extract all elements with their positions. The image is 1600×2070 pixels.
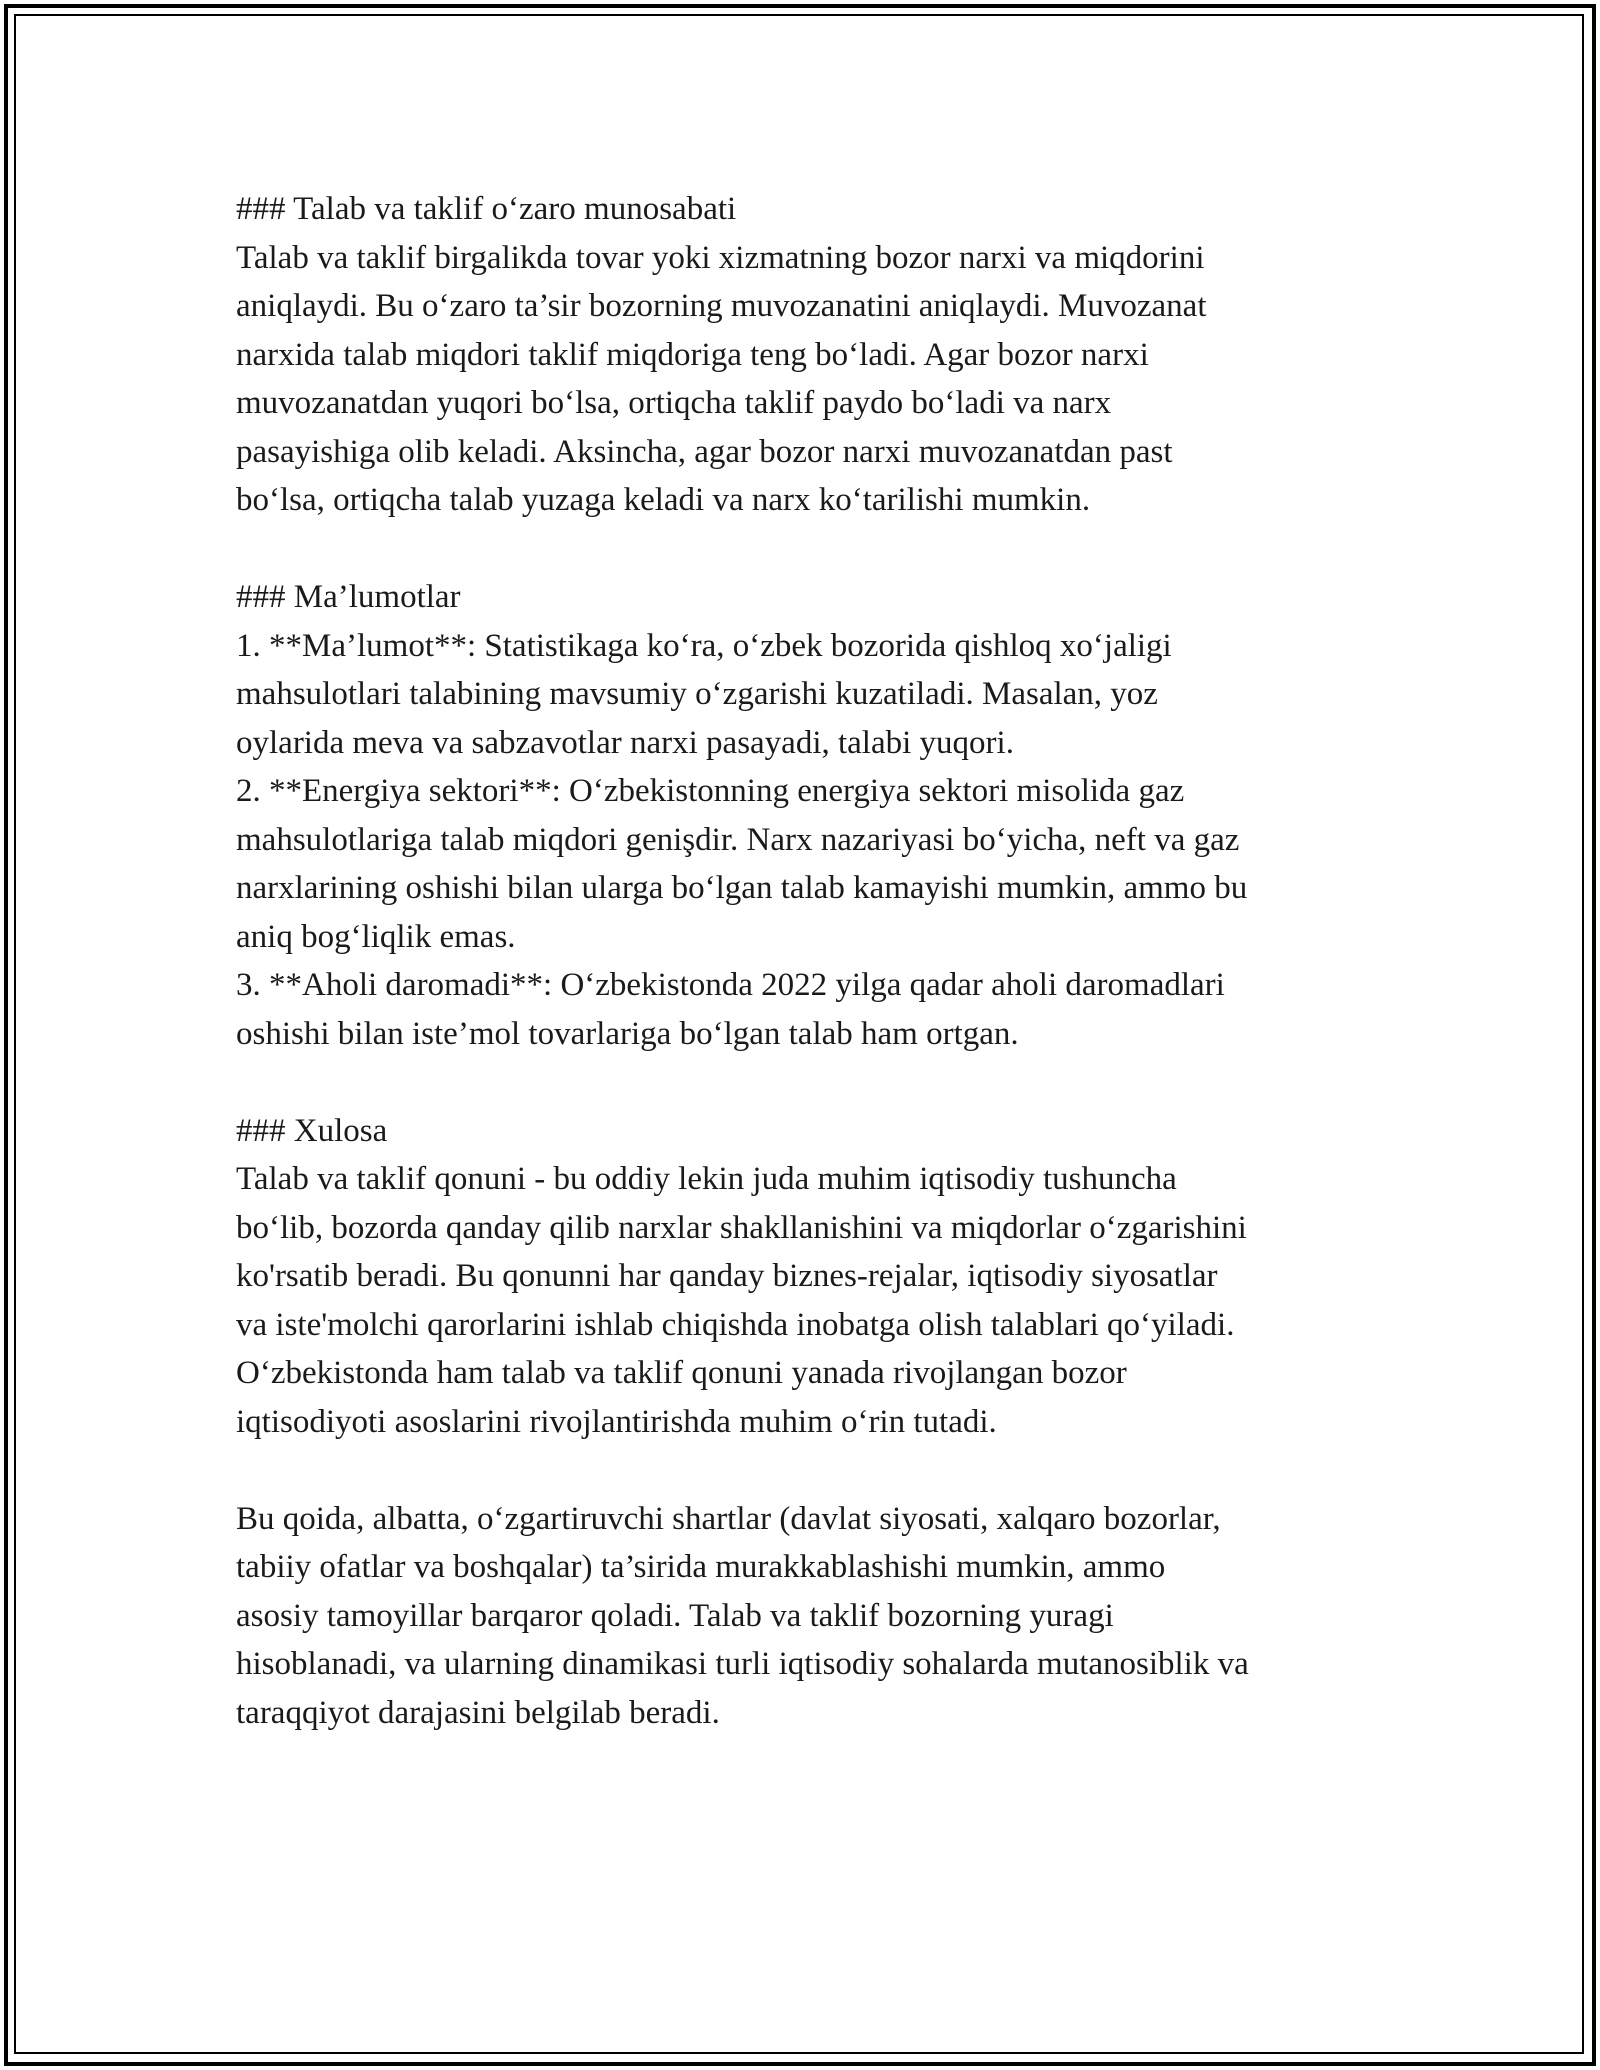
list-item-line: narxlarining oshishi bilan ularga bo‘lgan talab kamayishi mumkin, ammo bu [236,870,1248,906]
closing-paragraph [236,1495,1386,1738]
list-item-line: 3. **Aholi daromadi**: O‘zbekistonda 2022 yilga qadar aholi daromadlari [236,967,1225,1003]
section-heading: ### Ma’lumotlar [236,579,461,615]
section-heading: ### Talab va taklif o‘zaro munosabati [236,191,737,227]
paragraph-line: aniqlaydi. Bu o‘zaro ta’sir bozorning muvozanatini aniqlaydi. Muvozanat [236,288,1207,324]
section-talab-taklif-munosabati [236,185,1386,525]
document-body [236,185,1386,1737]
list-item-line: oylarida meva va sabzavotlar narxi pasayadi, talabi yuqori. [236,724,1014,761]
paragraph-line: bo‘lsa, ortiqcha talab yuzaga keladi va narx ko‘tarilishi mumkin. [236,482,1091,518]
list-item-line: aniq bog‘liqlik emas. [236,918,516,955]
paragraph-line: O‘zbekistonda ham talab va taklif qonuni yanada rivojlangan bozor [236,1355,1127,1391]
paragraph-line: va iste'molchi qarorlarini ishlab chiqishda inobatga olish talablari qo‘yiladi. [236,1306,1235,1343]
section-malumotlar [236,573,1386,1058]
paragraph-line: tabiiy ofatlar va boshqalar) ta’sirida murakkablashishi mumkin, ammo [236,1549,1166,1585]
list-item-line: 1. **Ma’lumot**: Statistikaga ko‘ra, o‘zbek bozorida qishloq xo‘jaligi [236,627,1172,664]
paragraph-line: ko'rsatib beradi. Bu qonunni har qanday biznes-rejalar, iqtisodiy siyosatlar [236,1258,1218,1294]
blank-line [236,525,1386,574]
paragraph-line: taraqqiyot darajasini belgilab beradi. [236,1694,720,1731]
list-item-line: 2. **Energiya sektori**: O‘zbekistonning energiya sektori misolida gaz [236,773,1185,809]
blank-line [236,1446,1386,1495]
list-item-line: mahsulotlariga talab miqdori genişdir. Narx nazariyasi bo‘yicha, neft va gaz [236,821,1240,858]
section-xulosa [236,1107,1386,1447]
paragraph-line: asosiy tamoyillar barqaror qoladi. Talab va taklif bozorning yuragi [236,1597,1114,1634]
list-item-line: mahsulotlari talabining mavsumiy o‘zgarishi kuzatiladi. Masalan, yoz [236,676,1158,712]
paragraph-line: muvozanatdan yuqori bo‘lsa, ortiqcha taklif paydo bo‘ladi va narx [236,385,1112,421]
paragraph-line: Talab va taklif qonuni - bu oddiy lekin juda muhim iqtisodiy tushuncha [236,1161,1177,1197]
paragraph-line: Bu qoida, albatta, o‘zgartiruvchi shartlar (davlat siyosati, xalqaro bozorlar, [236,1500,1221,1537]
list-item-line: oshishi bilan iste’mol tovarlariga bo‘lgan talab ham ortgan. [236,1015,1019,1052]
paragraph-line: narxida talab miqdori taklif miqdoriga teng bo‘ladi. Agar bozor narxi [236,336,1149,373]
section-heading: ### Xulosa [236,1112,388,1149]
paragraph-line: hisoblanadi, va ularning dinamikasi turli iqtisodiy sohalarda mutanosiblik va [236,1646,1249,1682]
paragraph-line: Talab va taklif birgalikda tovar yoki xizmatning bozor narxi va miqdorini [236,239,1205,276]
paragraph-line: bo‘lib, bozorda qanday qilib narxlar shakllanishini va miqdorlar o‘zgarishini [236,1209,1247,1246]
blank-line [236,1058,1386,1107]
paragraph-line: iqtisodiyoti asoslarini rivojlantirishda muhim o‘rin tutadi. [236,1403,997,1440]
paragraph-line: pasayishiga olib keladi. Aksincha, agar bozor narxi muvozanatdan past [236,433,1173,470]
